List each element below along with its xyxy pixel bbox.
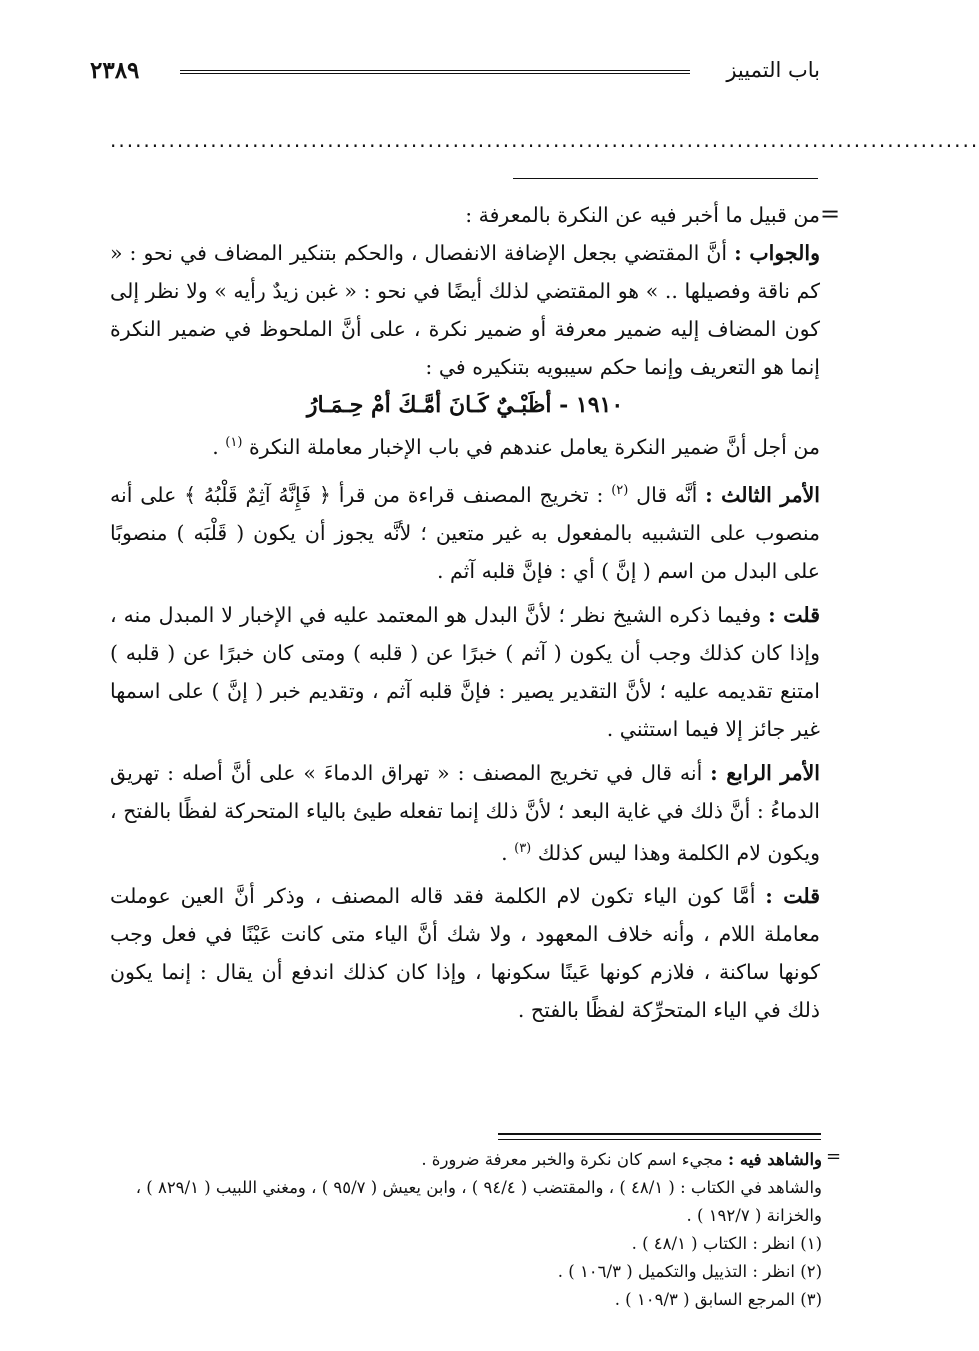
footnote: (٣) المرجع السابق ( ١٠٩/٣ ) . [614, 1290, 822, 1309]
paragraph-text: أنَّ المقتضي بجعل الإضافة الانفصال ، والحكم بتنكير المضاف في نحو : « كم ناقة وفصيلها .. » هو المقتضي لذلك أيضًا في نحو : « غبن زيدٌ رأيه » ولا نظر إلى كون المضاف إليه ضمير معرفة أو ضمير نكرة ، على أنَّ الملحوظ في ضمير النكرة إنما هو التعريف وإنما حكم سيبويه بتنكيره في : [110, 241, 820, 379]
footnote-rule [498, 1133, 821, 1135]
paragraph-label: والجواب : [734, 241, 820, 265]
footnote-ref[interactable]: (٢) [611, 482, 629, 498]
continuation-mark: = [820, 200, 841, 228]
header-rule [180, 70, 690, 74]
paragraph-text: من أجل أنَّ ضمير النكرة يعامل عندهم في باب الإخبار معاملة النكرة [248, 434, 820, 459]
paragraph [110, 877, 820, 1029]
footnote: والشاهد في الكتاب : ( ٤٨/١ ) ، والمقتضب ( ٩٤/٤ ) ، وابن يعيش ( ٩٥/٧ ) ، ومغني اللبيب ( ٨٢٩/١ ) ، والخزانة ( ١٩٢/٧ ) . [135, 1178, 822, 1225]
paragraph [110, 596, 820, 748]
dotted-separator: ........................................................................................................ [110, 128, 979, 152]
running-header [90, 58, 820, 90]
footnote-continuation-mark: = [826, 1146, 842, 1167]
short-rule [513, 178, 818, 179]
paragraph-end: . [501, 840, 515, 865]
footnote-label: والشاهد فيه : [728, 1150, 822, 1169]
footnote [110, 1146, 822, 1174]
paragraph-label: الأمر الرابع : [710, 760, 820, 785]
paragraph-text: أمَّا كون الياء تكون لام الكلمة فقد قاله المصنف ، وذكر أنَّ العين عوملت معاملة اللام ، وأنه خلاف المعهود ، ولا شك أنَّ الياء متى كانت عَيْنًا في فعل وجب كونها ساكنة ، فلازم كونها عَينًا سكونها ، وإذا كان كذلك اندفع أن يقال : إنما يكون ذلك في الياء المتحرِّكة لفظًا بالفتح . [110, 884, 820, 1023]
footnotes [110, 1146, 822, 1314]
footnote-rule [498, 1139, 821, 1140]
footnote-text: مجيء اسم كان نكرة والخبر معرفة ضرورة . [421, 1150, 729, 1169]
main-text [110, 196, 820, 1029]
paragraph-text: أنَّه قال [636, 482, 706, 507]
paragraph-label: الأمر الثالث : [705, 482, 820, 507]
paragraph-label: قلت : [768, 602, 820, 627]
page-number: ٢٣٨٩ [90, 57, 140, 84]
paragraph-label: قلت : [765, 884, 821, 909]
verse-line: ١٩١٠ - أظَبْـيٌ كَـانَ أمَّـكَ أمْ حِـمَـارُ [306, 392, 624, 418]
footnote-ref[interactable]: (١) [225, 435, 243, 450]
footnote: (٢) انظر : التذييل والتكميل ( ١٠٦/٣ ) . [557, 1262, 822, 1281]
paragraph [110, 472, 820, 590]
paragraph-text: أنه قال في تخريج المصنف : « تهراق الدماءَ » على أنَّ أصله : تهريق الدماءُ : أنَّ ذلك في غاية البعد ؛ لأنَّ ذلك إنما تفعله طيئ بالياء المتحركة لفظًا بالفتح ، ويكون لام الكلمة وهذا ليس كذلك [110, 760, 820, 865]
paragraph: من قبيل ما أخبر فيه عن النكرة بالمعرفة : [465, 203, 820, 227]
chapter-title: باب التمييز [726, 58, 820, 82]
footnote-ref[interactable]: (٣) [514, 840, 532, 856]
paragraph-end: . [212, 434, 226, 459]
paragraph [110, 754, 820, 872]
footnote: (١) انظر : الكتاب ( ٤٨/١ ) . [631, 1234, 822, 1253]
paragraph-text: : تخريج المصنف قراءة من قرأ ﴿ فَإِنَّهُ آثِمٌ قَلْبُهُ ﴾ على أنه منصوب على التشبيه بالمفعول به غير متعين ؛ لأنَّه يجوز أن يكون ( قَلْبَه ) منصوبًا على البدل من اسم ( إنَّ ) أي : فإنَّ قلبه آثم . [110, 482, 820, 583]
paragraph [110, 424, 820, 466]
paragraph [110, 234, 820, 386]
paragraph-text: وفيما ذكره الشيخ نظر ؛ لأنَّ البدل هو المعتمد عليه في الإخبار لا المبدل منه ، وإذا كان كذلك وجب أن يكون ( آثم ) خبرًا عن ( قلبه ) ومتى كان خبرًا عن ( قلبه ) امتنع تقديمه عليه ؛ لأنَّ التقدير يصير : فإنَّ قلبه آثم ، وتقديم خبر ( إنَّ ) على اسمها غير جائز إلا فيما استثني . [110, 602, 820, 741]
